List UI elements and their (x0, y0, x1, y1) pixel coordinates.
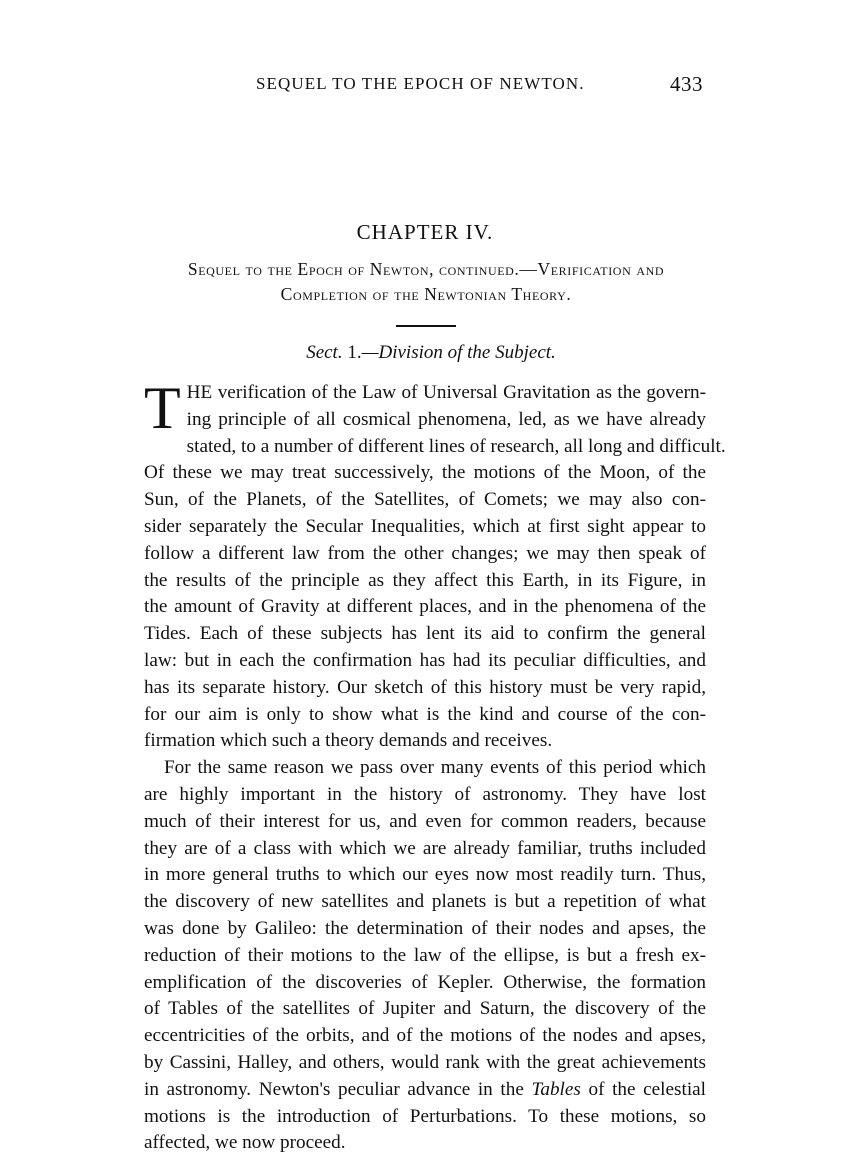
p1-line-7: follow a different law from the other changes; we may then speak of (144, 542, 706, 564)
p2-line-5: in more general truths to which our eyes now most readily turn. Thus, (144, 864, 706, 886)
p1-line-11: law: but in each the confirmation has had its peculiar difficulties, and (144, 649, 706, 671)
chapter-title: CHAPTER IV. (356, 220, 494, 244)
chapter-rule (396, 325, 456, 327)
p2-line-13-start: in astronomy. Newton's peculiar advance in the (144, 1078, 532, 1100)
p1-line-5: Sun, of the Planets, of the Satellites, of Comets; we may also con- (144, 489, 706, 511)
p1-line-2: ing principle of all cosmical phenomena, led, as we have already (186, 408, 706, 430)
p1-line-6: sider separately the Secular Inequalities, which at first sight appear to (144, 515, 706, 537)
section-label: Sect. (306, 342, 343, 363)
p2-line-13 (144, 1077, 706, 1104)
chapter-subtitle-line-2: Completion of the Newtonian Theory. (280, 284, 572, 304)
p1-line-1: HE verification of the Law of Universal Gravitation as the govern- (186, 382, 706, 403)
p2-line-13-tail: of the celestial (580, 1078, 706, 1100)
p2-line-9: emplification of the discoveries of Kepler. Otherwise, the formation (144, 971, 706, 993)
p2-line-12: by Cassini, Halley, and others, would rank with the great achievements (144, 1051, 706, 1073)
section-heading (0, 342, 850, 364)
drop-cap: T (144, 375, 181, 441)
p2-line-14: motions is the introduction of Perturbations. To these motions, so (144, 1105, 706, 1127)
p1-line-4: Of these we may treat successively, the motions of the Moon, of the (144, 462, 706, 484)
p2-line-8: reduction of their motions to the law of the ellipse, is but a fresh ex- (144, 944, 706, 966)
p2-line-1: For the same reason we pass over many events of this period which (164, 757, 706, 779)
section-title: —Division of the Subject. (361, 342, 556, 363)
body-text (144, 375, 726, 1157)
p2-line-13-italic: Tables (531, 1078, 581, 1100)
paragraph-1 (144, 375, 726, 755)
p2-line-7: was done by Galileo: the determination of their nodes and apses, the (144, 917, 706, 939)
p2-line-11: eccentricities of the orbits, and of the motions of the nodes and apses, (144, 1025, 706, 1047)
page-number: 433 (670, 72, 703, 96)
p1-line-10: Tides. Each of these subjects has lent its aid to confirm the general (144, 623, 706, 645)
p1-line-9: the amount of Gravity at different places, and in the phenomena of the (144, 596, 706, 618)
p2-line-15: affected, we now proceed. (144, 1132, 346, 1154)
p2-line-3: much of their interest for us, and even for common readers, because (144, 810, 706, 832)
p2-line-4: they are of a class with which we are already familiar, truths included (144, 837, 706, 859)
paragraph-2 (144, 755, 706, 1157)
p1-line-3: stated, to a number of different lines of research, all long and difficult. (186, 435, 726, 457)
p2-line-10: of Tables of the satellites of Jupiter and Saturn, the discovery of the (144, 998, 706, 1020)
chapter-subtitle (144, 257, 708, 307)
p1-line-8: the results of the principle as they affect this Earth, in its Figure, in (144, 569, 706, 591)
section-number: 1. (347, 342, 362, 363)
p1-line-12: has its separate history. Our sketch of this history must be very rapid, (144, 676, 706, 698)
chapter-subtitle-line-1: Sequel to the Epoch of Newton, continued.—Verification and (187, 259, 665, 279)
p2-line-6: the discovery of new satellites and planets is but a repetition of what (144, 891, 706, 913)
p1-line-13: for our aim is only to show what is the kind and course of the con- (144, 703, 706, 725)
running-head: SEQUEL TO THE EPOCH OF NEWTON. (256, 74, 585, 93)
p2-line-2: are highly important in the history of astronomy. They have lost (144, 783, 706, 805)
p1-line-14: firmation which such a theory demands and receives. (144, 730, 553, 752)
